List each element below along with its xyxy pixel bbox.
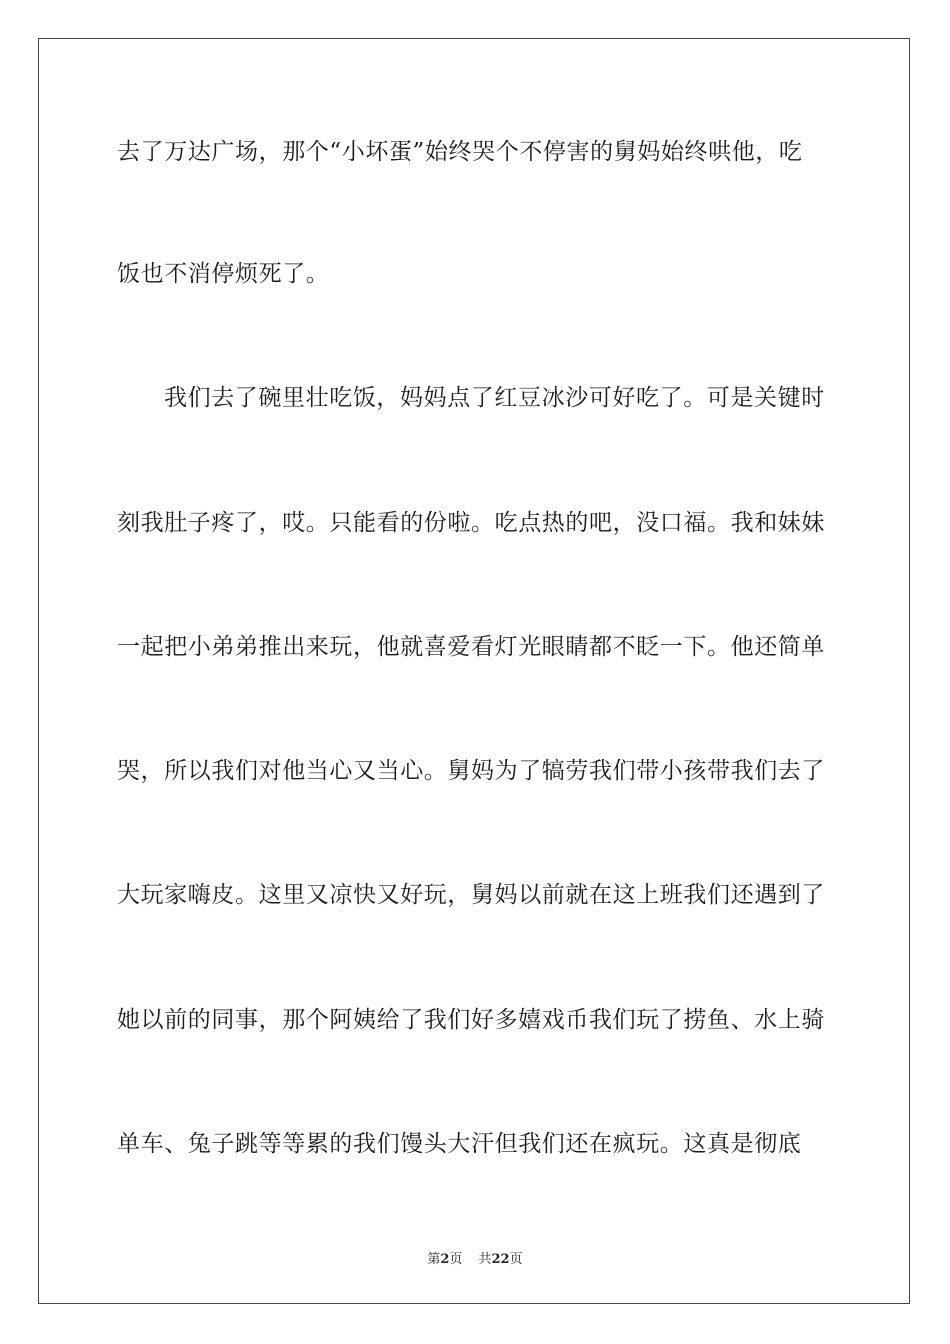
body-line-8: 她以前的同事，那个阿姨给了我们好多嬉戏币我们玩了捞鱼、水上骑 [117, 1007, 825, 1033]
footer-page-number: 2 [440, 1252, 450, 1267]
body-line-5: 一起把小弟弟推出来玩，他就喜爱看灯光眼睛都不眨一下。他还简单 [117, 634, 825, 660]
footer-page-prefix: 第 [427, 1252, 441, 1267]
page-border [38, 38, 910, 1304]
body-line-7: 大玩家嗨皮。这里又凉快又好玩，舅妈以前就在这上班我们还遇到了 [117, 882, 825, 908]
footer-page-suffix: 页 [449, 1252, 463, 1267]
body-line-6: 哭，所以我们对他当心又当心。舅妈为了犒劳我们带小孩带我们去了 [117, 758, 825, 784]
footer-total-pages: 22 [491, 1252, 510, 1267]
body-line-4: 刻我肚子疼了，哎。只能看的份啦。吃点热的吧，没口福。我和妹妹 [117, 510, 825, 536]
body-line-2: 饭也不消停烦死了。 [117, 261, 330, 287]
body-line-1: 去了万达广场，那个“小坏蛋”始终哭个不停害的舅妈始终哄他，吃 [117, 139, 803, 165]
page-footer [0, 1248, 950, 1267]
footer-total-suffix: 页 [509, 1252, 523, 1267]
footer-total-prefix: 共 [478, 1252, 492, 1267]
body-line-9: 单车、兔子跳等等累的我们馒头大汗但我们还在疯玩。这真是彻底 [117, 1131, 802, 1157]
body-line-3: 我们去了碗里壮吃饭，妈妈点了红豆冰沙可好吃了。可是关键时 [164, 385, 825, 411]
